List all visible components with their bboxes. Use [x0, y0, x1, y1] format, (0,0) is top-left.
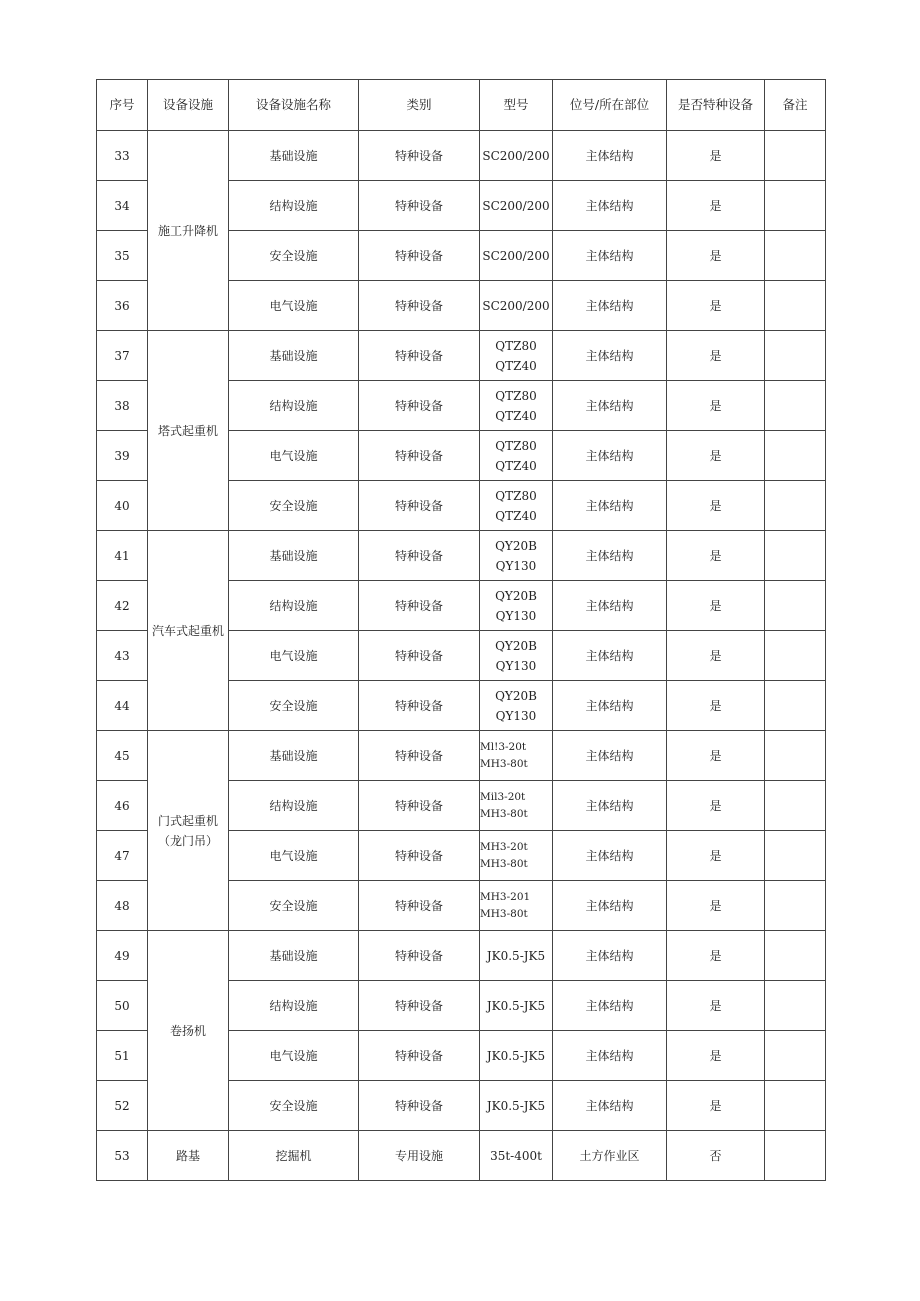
equipment-name: 电气设施: [229, 831, 359, 881]
location: 主体结构: [553, 681, 667, 731]
model: [480, 1081, 553, 1131]
special-equipment-flag: 是: [667, 1081, 765, 1131]
category: 特种设备: [359, 981, 480, 1031]
model: [480, 781, 553, 831]
note: [765, 231, 826, 281]
special-equipment-flag: 是: [667, 681, 765, 731]
location: 主体结构: [553, 531, 667, 581]
category: 特种设备: [359, 1081, 480, 1131]
location: 主体结构: [553, 381, 667, 431]
equipment-name: 结构设施: [229, 581, 359, 631]
row-number: 35: [97, 231, 148, 281]
category: 特种设备: [359, 181, 480, 231]
equipment-name: 基础设施: [229, 131, 359, 181]
location: 主体结构: [553, 731, 667, 781]
note: [765, 1031, 826, 1081]
equipment-name: 电气设施: [229, 431, 359, 481]
table-row: [97, 1131, 826, 1181]
note: [765, 731, 826, 781]
model: [480, 181, 553, 231]
note: [765, 1131, 826, 1181]
category: 特种设备: [359, 1031, 480, 1081]
location: 主体结构: [553, 1031, 667, 1081]
model: [480, 881, 553, 931]
special-equipment-flag: 否: [667, 1131, 765, 1181]
equipment-name: 电气设施: [229, 1031, 359, 1081]
special-equipment-flag: 是: [667, 981, 765, 1031]
location: 主体结构: [553, 481, 667, 531]
model-line: JK0.5-JK5: [486, 1098, 546, 1113]
special-equipment-flag: 是: [667, 481, 765, 531]
model-line: QTZ40: [495, 458, 537, 473]
category: 特种设备: [359, 431, 480, 481]
row-number: 51: [97, 1031, 148, 1081]
equipment-group: 塔式起重机: [148, 331, 229, 531]
model-line: QY20B: [495, 638, 537, 653]
header-location: 位号/所在部位: [553, 80, 667, 131]
header-model: 型号: [480, 80, 553, 131]
equipment-table: [96, 79, 826, 1181]
model: [480, 931, 553, 981]
special-equipment-flag: 是: [667, 331, 765, 381]
category: 特种设备: [359, 381, 480, 431]
model-line: QTZ80: [495, 338, 537, 353]
model-line: MH3-80t: [480, 757, 528, 770]
model-line: 35t-400t: [490, 1148, 542, 1163]
model-line: SC200/200: [482, 148, 550, 163]
category: 特种设备: [359, 331, 480, 381]
category: 特种设备: [359, 531, 480, 581]
model-line: QTZ80: [495, 388, 537, 403]
row-number: 49: [97, 931, 148, 981]
model-line: QY130: [495, 558, 537, 573]
special-equipment-flag: 是: [667, 231, 765, 281]
equipment-name: 基础设施: [229, 731, 359, 781]
equipment-group: 施工升降机: [148, 131, 229, 331]
equipment-name: 电气设施: [229, 631, 359, 681]
special-equipment-flag: 是: [667, 931, 765, 981]
row-number: 34: [97, 181, 148, 231]
equipment-name: 结构设施: [229, 781, 359, 831]
special-equipment-flag: 是: [667, 131, 765, 181]
model-line: QY20B: [495, 588, 537, 603]
note: [765, 931, 826, 981]
table-row: [97, 731, 826, 781]
location: 主体结构: [553, 931, 667, 981]
special-equipment-flag: 是: [667, 581, 765, 631]
model-line: QY130: [495, 608, 537, 623]
note: [765, 281, 826, 331]
table-row: [97, 931, 826, 981]
model-line: QTZ80: [495, 488, 537, 503]
model-line: QY130: [495, 658, 537, 673]
row-number: 36: [97, 281, 148, 331]
location: 主体结构: [553, 181, 667, 231]
header-equipment: 设备设施: [148, 80, 229, 131]
note: [765, 181, 826, 231]
row-number: 42: [97, 581, 148, 631]
model: [480, 281, 553, 331]
row-number: 38: [97, 381, 148, 431]
note: [765, 681, 826, 731]
special-equipment-flag: 是: [667, 881, 765, 931]
table-row: [97, 331, 826, 381]
special-equipment-flag: 是: [667, 731, 765, 781]
row-number: 33: [97, 131, 148, 181]
model: [480, 431, 553, 481]
equipment-name: 电气设施: [229, 281, 359, 331]
equipment-name: 结构设施: [229, 181, 359, 231]
model-line: QY20B: [495, 688, 537, 703]
location: 主体结构: [553, 981, 667, 1031]
note: [765, 831, 826, 881]
model-line: Mil3-20t: [480, 790, 526, 803]
special-equipment-flag: 是: [667, 281, 765, 331]
special-equipment-flag: 是: [667, 1031, 765, 1081]
row-number: 50: [97, 981, 148, 1031]
category: 特种设备: [359, 881, 480, 931]
equipment-name: 安全设施: [229, 681, 359, 731]
header-category: 类别: [359, 80, 480, 131]
model-line: QTZ40: [495, 358, 537, 373]
row-number: 39: [97, 431, 148, 481]
note: [765, 331, 826, 381]
model: [480, 231, 553, 281]
row-number: 41: [97, 531, 148, 581]
equipment-group: 卷扬机: [148, 931, 229, 1131]
model: [480, 731, 553, 781]
model: [480, 981, 553, 1031]
category: 特种设备: [359, 131, 480, 181]
special-equipment-flag: 是: [667, 181, 765, 231]
model-line: MH3-80t: [480, 807, 528, 820]
equipment-name: 基础设施: [229, 931, 359, 981]
row-number: 44: [97, 681, 148, 731]
special-equipment-flag: 是: [667, 431, 765, 481]
row-number: 48: [97, 881, 148, 931]
location: 主体结构: [553, 331, 667, 381]
location: 土方作业区: [553, 1131, 667, 1181]
note: [765, 581, 826, 631]
table-row: [97, 531, 826, 581]
equipment-name: 挖掘机: [229, 1131, 359, 1181]
special-equipment-flag: 是: [667, 531, 765, 581]
header-note: 备注: [765, 80, 826, 131]
location: 主体结构: [553, 631, 667, 681]
note: [765, 981, 826, 1031]
category: 特种设备: [359, 581, 480, 631]
row-number: 47: [97, 831, 148, 881]
model-line: QY20B: [495, 538, 537, 553]
note: [765, 131, 826, 181]
model-line: QTZ40: [495, 508, 537, 523]
model: [480, 681, 553, 731]
note: [765, 1081, 826, 1131]
location: 主体结构: [553, 231, 667, 281]
equipment-name: 安全设施: [229, 231, 359, 281]
category: 专用设施: [359, 1131, 480, 1181]
model-line: MH3-80t: [480, 857, 528, 870]
location: 主体结构: [553, 831, 667, 881]
note: [765, 431, 826, 481]
header-row: [97, 80, 826, 131]
location: 主体结构: [553, 781, 667, 831]
category: 特种设备: [359, 231, 480, 281]
model: [480, 831, 553, 881]
location: 主体结构: [553, 431, 667, 481]
location: 主体结构: [553, 881, 667, 931]
model-line: SC200/200: [482, 198, 550, 213]
category: 特种设备: [359, 831, 480, 881]
equipment-name: 基础设施: [229, 531, 359, 581]
special-equipment-flag: 是: [667, 381, 765, 431]
category: 特种设备: [359, 481, 480, 531]
model: [480, 131, 553, 181]
category: 特种设备: [359, 731, 480, 781]
header-equipment-name: 设备设施名称: [229, 80, 359, 131]
note: [765, 781, 826, 831]
row-number: 37: [97, 331, 148, 381]
special-equipment-flag: 是: [667, 631, 765, 681]
equipment-name: 结构设施: [229, 981, 359, 1031]
equipment-name: 基础设施: [229, 331, 359, 381]
location: 主体结构: [553, 581, 667, 631]
model-line: JK0.5-JK5: [486, 998, 546, 1013]
note: [765, 881, 826, 931]
location: 主体结构: [553, 281, 667, 331]
location: 主体结构: [553, 1081, 667, 1131]
model: [480, 481, 553, 531]
row-number: 43: [97, 631, 148, 681]
header-special: 是否特种设备: [667, 80, 765, 131]
row-number: 53: [97, 1131, 148, 1181]
row-number: 52: [97, 1081, 148, 1131]
equipment-group: 门式起重机（龙门吊）: [148, 731, 229, 931]
location: 主体结构: [553, 131, 667, 181]
equipment-group: 路基: [148, 1131, 229, 1181]
equipment-name: 安全设施: [229, 881, 359, 931]
model: [480, 1031, 553, 1081]
model-line: Ml!3-20t: [480, 740, 527, 753]
header-no: 序号: [97, 80, 148, 131]
equipment-name: 安全设施: [229, 481, 359, 531]
model: [480, 331, 553, 381]
note: [765, 531, 826, 581]
equipment-name: 结构设施: [229, 381, 359, 431]
model-line: QTZ40: [495, 408, 537, 423]
category: 特种设备: [359, 781, 480, 831]
special-equipment-flag: 是: [667, 831, 765, 881]
model: [480, 531, 553, 581]
model-line: MH3-201: [480, 890, 531, 903]
category: 特种设备: [359, 681, 480, 731]
model-line: SC200/200: [482, 248, 550, 263]
table-row: [97, 131, 826, 181]
row-number: 45: [97, 731, 148, 781]
note: [765, 381, 826, 431]
row-number: 46: [97, 781, 148, 831]
category: 特种设备: [359, 931, 480, 981]
model-line: JK0.5-JK5: [486, 1048, 546, 1063]
equipment-name: 安全设施: [229, 1081, 359, 1131]
model-line: JK0.5-JK5: [486, 948, 546, 963]
model: [480, 1131, 553, 1181]
model-line: QY130: [495, 708, 537, 723]
category: 特种设备: [359, 281, 480, 331]
model-line: MH3-80t: [480, 907, 528, 920]
table-body: [97, 131, 826, 1181]
model-line: SC200/200: [482, 298, 550, 313]
equipment-group: 汽车式起重机: [148, 531, 229, 731]
category: 特种设备: [359, 631, 480, 681]
model: [480, 581, 553, 631]
special-equipment-flag: 是: [667, 781, 765, 831]
model-line: MH3-20t: [480, 840, 528, 853]
note: [765, 481, 826, 531]
model: [480, 381, 553, 431]
model-line: QTZ80: [495, 438, 537, 453]
note: [765, 631, 826, 681]
row-number: 40: [97, 481, 148, 531]
model: [480, 631, 553, 681]
